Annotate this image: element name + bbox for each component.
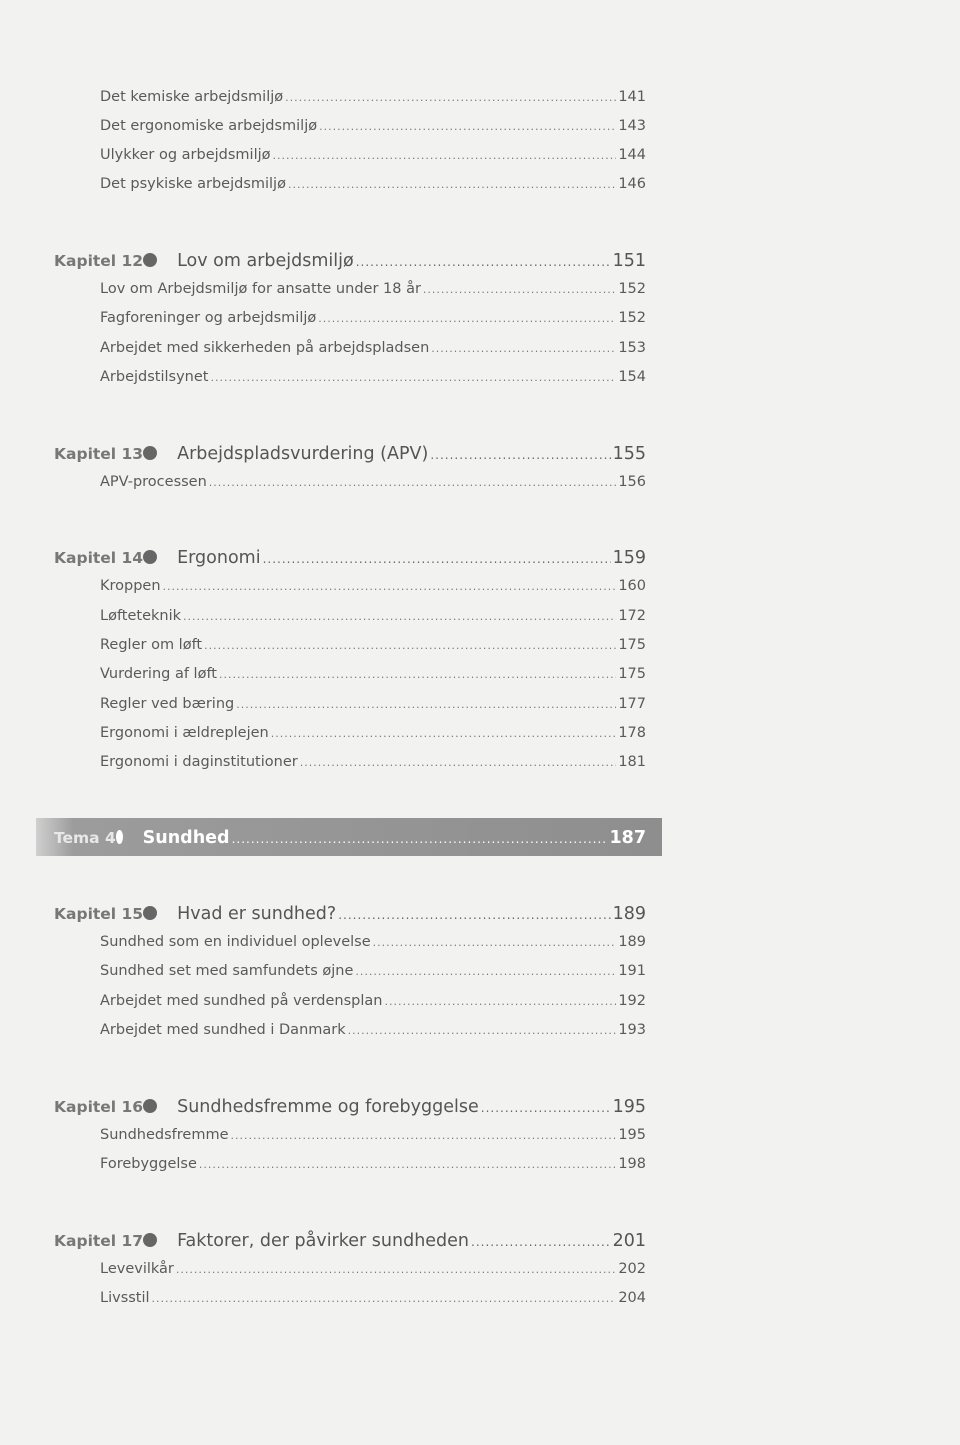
- toc-entry-title: Forebyggelse: [100, 1156, 197, 1172]
- chapter-page: 189: [612, 904, 646, 924]
- toc-entry[interactable]: [100, 666, 646, 682]
- toc-entry[interactable]: [100, 754, 646, 770]
- bullet-icon: [143, 1099, 157, 1113]
- toc-entry-title: Ulykker og arbejdsmiljø: [100, 147, 271, 163]
- toc-entry-page: 146: [618, 176, 646, 192]
- toc-entry-title: Sundhed som en individuel oplevelse: [100, 934, 371, 950]
- toc-entry[interactable]: [100, 1127, 646, 1143]
- dot-leader: [263, 552, 611, 566]
- dot-leader: [431, 342, 616, 355]
- toc-entry[interactable]: [100, 578, 646, 594]
- dot-leader: [300, 756, 617, 769]
- toc-entry-title: Regler om løft: [100, 637, 203, 653]
- toc-entry-title: Arbejdet med sikkerheden på arbejdspladsen: [100, 340, 430, 356]
- dot-leader: [271, 727, 617, 740]
- dot-leader: [199, 1158, 616, 1171]
- chapter-heading[interactable]: [54, 548, 646, 568]
- toc-entry[interactable]: [100, 89, 646, 105]
- chapter-heading[interactable]: [54, 1231, 646, 1251]
- chapter-label: Kapitel 13: [54, 445, 144, 463]
- bullet-icon: [143, 906, 157, 920]
- dot-leader: [481, 1101, 611, 1115]
- chapter-title: Sundhedsfremme og forebyggelse: [177, 1097, 479, 1117]
- toc-entry-page: 202: [618, 1261, 646, 1277]
- dot-leader: [232, 832, 608, 846]
- toc-entry[interactable]: [100, 369, 646, 385]
- toc-entry[interactable]: [100, 963, 646, 979]
- dot-leader: [338, 908, 610, 922]
- toc-entry-title: Arbejdstilsynet: [100, 369, 209, 385]
- chapter-page: 195: [612, 1097, 646, 1117]
- toc-entry-page: 177: [618, 696, 646, 712]
- toc-entry-title: Livsstil: [100, 1290, 150, 1306]
- toc-entry[interactable]: [100, 725, 646, 741]
- chapter-label: Kapitel 16: [54, 1098, 144, 1116]
- toc-entry-page: 204: [618, 1290, 646, 1306]
- chapter-title: Hvad er sundhed?: [177, 904, 337, 924]
- dot-leader: [430, 448, 610, 462]
- toc-entry-title: Det ergonomiske arbejdsmiljø: [100, 118, 318, 134]
- toc-entry-page: 193: [618, 1022, 646, 1038]
- chapter-title: Faktorer, der påvirker sundheden: [177, 1231, 470, 1251]
- toc-entry-page: 143: [618, 118, 646, 134]
- toc-entry-title: Sundhed set med samfundets øjne: [100, 963, 354, 979]
- dot-leader: [219, 668, 616, 681]
- chapter-title: Lov om arbejdsmiljø: [177, 251, 354, 271]
- chapter-label: Kapitel 17: [54, 1232, 144, 1250]
- toc-entry[interactable]: [100, 1261, 646, 1277]
- chapter-heading[interactable]: [54, 904, 646, 924]
- toc-entry-title: Ergonomi i daginstitutioner: [100, 754, 298, 770]
- toc-entry-title: Ergonomi i ældreplejen: [100, 725, 269, 741]
- toc-entry-title: Arbejdet med sundhed i Danmark: [100, 1022, 346, 1038]
- chapter-heading[interactable]: [54, 444, 646, 464]
- toc-entry[interactable]: [100, 281, 646, 297]
- chapter-label: Kapitel 14: [54, 549, 144, 567]
- toc-entry-page: 153: [618, 340, 646, 356]
- toc-entry[interactable]: [100, 608, 646, 624]
- toc-entry[interactable]: [100, 934, 646, 950]
- bullet-icon: [143, 446, 157, 460]
- toc-entry-title: APV-processen: [100, 474, 207, 490]
- toc-entry-page: 141: [618, 89, 646, 105]
- toc-entry[interactable]: [100, 1290, 646, 1306]
- dot-leader: [210, 371, 616, 384]
- chapter-title: Ergonomi: [177, 548, 261, 568]
- tema-heading[interactable]: [54, 828, 646, 848]
- bullet-icon: [116, 830, 123, 844]
- toc-entry[interactable]: [100, 1156, 646, 1172]
- dot-leader: [356, 255, 611, 269]
- toc-entry-page: 191: [618, 963, 646, 979]
- toc-entry-page: 172: [618, 608, 646, 624]
- toc-entry-title: Levevilkår: [100, 1261, 174, 1277]
- dot-leader: [288, 178, 616, 191]
- toc-entry-title: Løfteteknik: [100, 608, 182, 624]
- chapter-heading[interactable]: [54, 1097, 646, 1117]
- toc-entry[interactable]: [100, 1022, 646, 1038]
- chapter-label: Kapitel 12: [54, 252, 144, 270]
- toc-entry-title: Arbejdet med sundhed på verdensplan: [100, 993, 383, 1009]
- toc-entry-page: 181: [618, 754, 646, 770]
- toc-entry-page: 195: [618, 1127, 646, 1143]
- chapter-page: 151: [612, 251, 646, 271]
- toc-entry[interactable]: [100, 176, 646, 192]
- toc-entry-page: 175: [618, 637, 646, 653]
- toc-entry-page: 175: [618, 666, 646, 682]
- dot-leader: [318, 312, 616, 325]
- toc-entry-page: 152: [618, 281, 646, 297]
- toc-entry[interactable]: [100, 118, 646, 134]
- bullet-icon: [143, 550, 157, 564]
- dot-leader: [355, 965, 616, 978]
- dot-leader: [236, 698, 616, 711]
- toc-entry[interactable]: [100, 993, 646, 1009]
- toc-entry-title: Lov om Arbejdsmiljø for ansatte under 18 år: [100, 281, 421, 297]
- chapter-page: 155: [612, 444, 646, 464]
- toc-entry-title: Det psykiske arbejdsmiljø: [100, 176, 286, 192]
- dot-leader: [373, 936, 617, 949]
- dot-leader: [152, 1292, 617, 1305]
- bullet-icon: [143, 1233, 157, 1247]
- tema-page: 187: [609, 828, 646, 848]
- tema-label: Tema 4: [54, 829, 116, 847]
- toc-entry[interactable]: [100, 696, 646, 712]
- toc-entry[interactable]: [100, 340, 646, 356]
- toc-entry-title: Fagforeninger og arbejdsmiljø: [100, 310, 317, 326]
- toc-entry[interactable]: [100, 147, 646, 163]
- dot-leader: [183, 610, 616, 623]
- toc-entry[interactable]: [100, 310, 646, 326]
- toc-entry-title: Kroppen: [100, 578, 161, 594]
- toc-entry-page: 198: [618, 1156, 646, 1172]
- dot-leader: [209, 476, 617, 489]
- toc-entry-page: 144: [618, 147, 646, 163]
- toc-entry-title: Sundhedsfremme: [100, 1127, 229, 1143]
- dot-leader: [176, 1263, 616, 1276]
- dot-leader: [285, 91, 616, 104]
- dot-leader: [471, 1235, 611, 1249]
- toc-entry[interactable]: [100, 474, 646, 490]
- tema-title: Sundhed: [142, 828, 230, 848]
- dot-leader: [231, 1129, 617, 1142]
- dot-leader: [319, 120, 616, 133]
- toc-entry[interactable]: [100, 637, 646, 653]
- dot-leader: [423, 283, 616, 296]
- dot-leader: [163, 580, 617, 593]
- dot-leader: [204, 639, 616, 652]
- toc-entry-title: Regler ved bæring: [100, 696, 235, 712]
- dot-leader: [384, 995, 616, 1008]
- toc-entry-page: 160: [618, 578, 646, 594]
- chapter-page: 159: [612, 548, 646, 568]
- toc-entry-page: 189: [618, 934, 646, 950]
- toc-entry-page: 154: [618, 369, 646, 385]
- dot-leader: [348, 1024, 617, 1037]
- toc-entry-page: 156: [618, 474, 646, 490]
- toc-entry-page: 192: [618, 993, 646, 1009]
- dot-leader: [273, 149, 617, 162]
- toc-entry-page: 178: [618, 725, 646, 741]
- chapter-page: 201: [612, 1231, 646, 1251]
- chapter-title: Arbejdspladsvurdering (APV): [177, 444, 429, 464]
- toc-entry-title: Det kemiske arbejdsmiljø: [100, 89, 284, 105]
- bullet-icon: [143, 253, 157, 267]
- toc-entry-title: Vurdering af løft: [100, 666, 217, 682]
- chapter-heading[interactable]: [54, 251, 646, 271]
- chapter-label: Kapitel 15: [54, 905, 144, 923]
- toc-entry-page: 152: [618, 310, 646, 326]
